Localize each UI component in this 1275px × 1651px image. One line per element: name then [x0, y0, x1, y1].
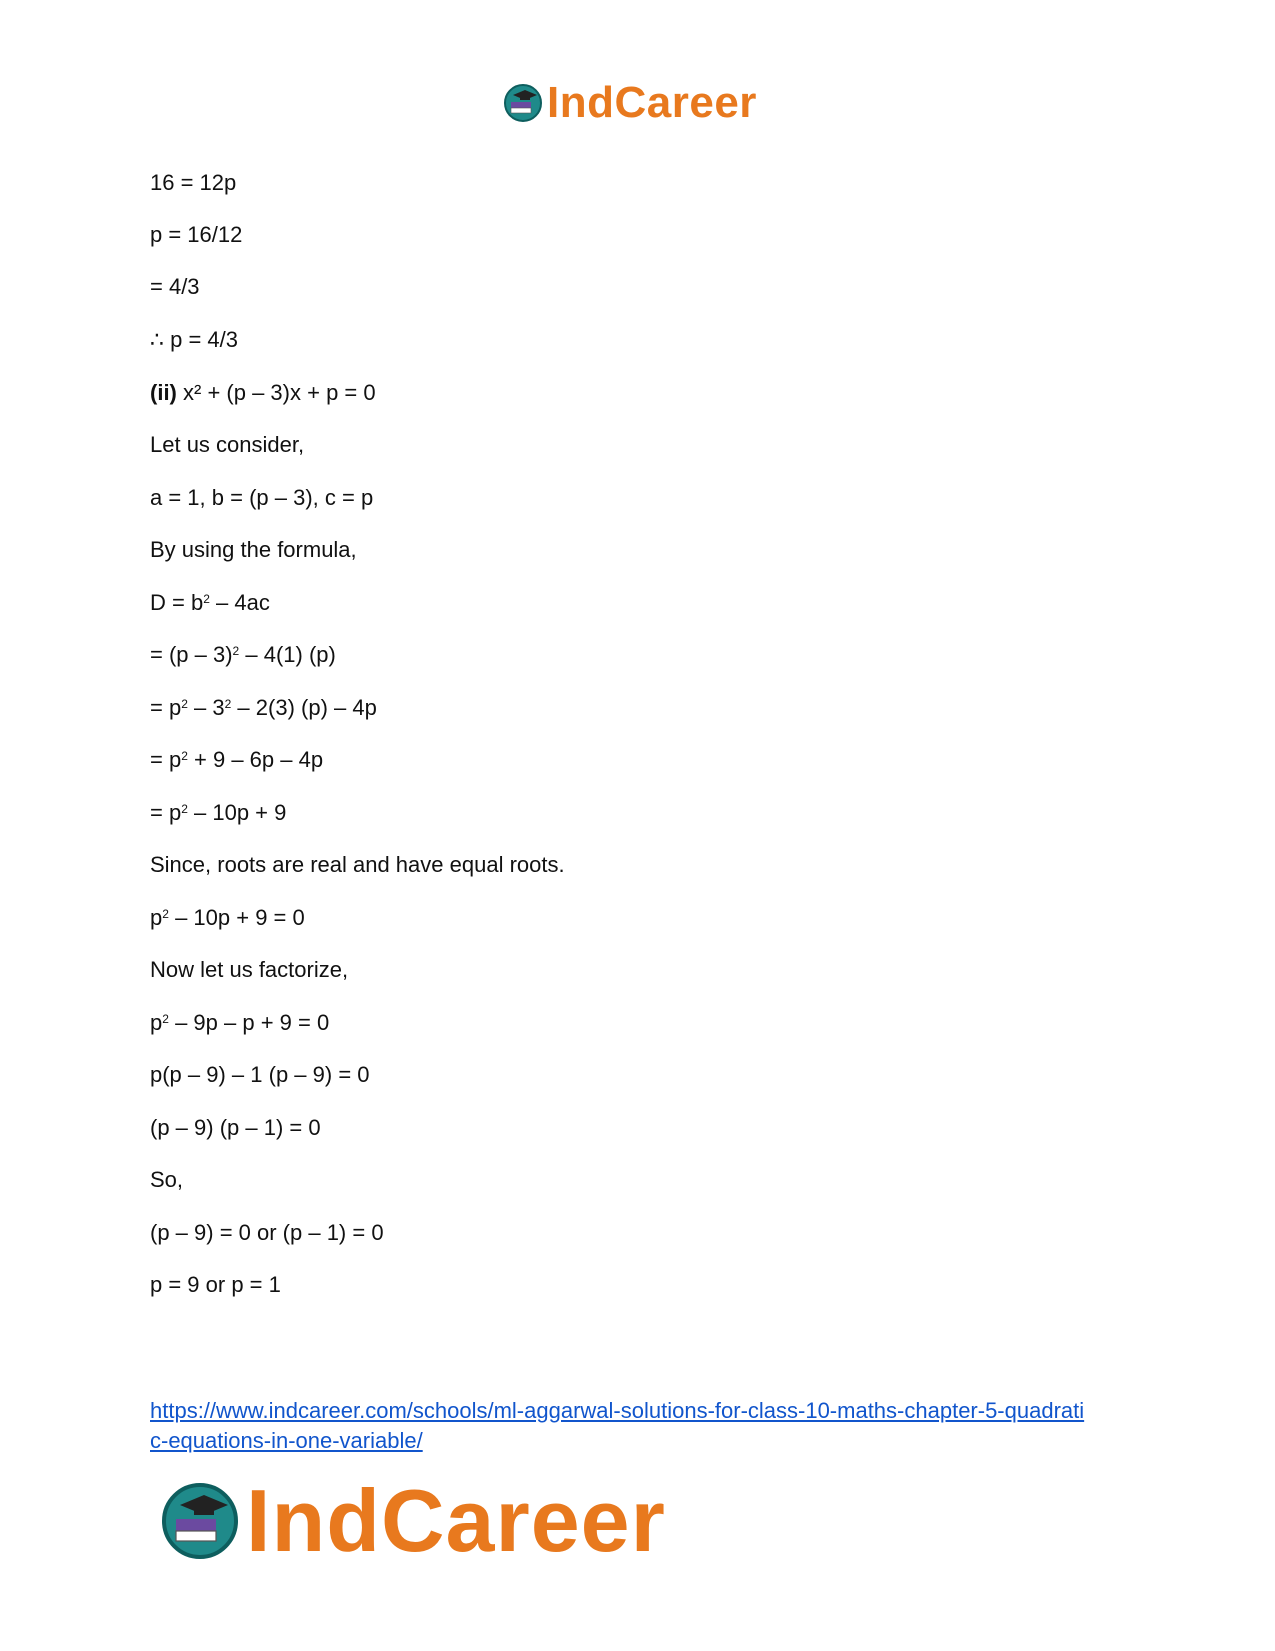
source-link-line-2: c-equations-in-one-variable/ [150, 1428, 423, 1453]
logo-wordmark: IndCareer [246, 1471, 666, 1570]
discriminant-step: = $p^2 - 10p + 9$ [150, 800, 287, 825]
discriminant-formula: $D = b^2 - 4ac$ [150, 590, 270, 615]
equation-text: x² + (p – 3)x + p = 0 [183, 380, 376, 405]
discriminant-step: = (p – 3)$^2$ – 4(1) (p) [150, 642, 336, 667]
text-line: = 4/3 [150, 274, 200, 299]
text-line: Now let us factorize, [150, 957, 349, 982]
text-line: By using the formula, [150, 537, 357, 562]
globe-graduation-icon [160, 1481, 240, 1561]
text-line: ∴ p = 4/3 [150, 327, 238, 352]
source-link[interactable] [150, 1396, 1150, 1456]
text-line: 16 = 12p [150, 170, 237, 195]
text-line: (p – 9) (p – 1) = 0 [150, 1115, 321, 1140]
indcareer-logo-bottom [160, 1470, 666, 1572]
discriminant-step: = $p^2 + 9 - 6p - 4p$ [150, 747, 324, 772]
text-line: Since, roots are real and have equal roots. [150, 852, 565, 877]
logo-wordmark: IndCareer [547, 78, 757, 127]
text-line: (p – 9) = 0 or (p – 1) = 0 [150, 1220, 384, 1245]
text-line: a = 1, b = (p – 3), c = p [150, 485, 374, 510]
indcareer-logo-top [503, 78, 757, 128]
text-line: p(p – 9) – 1 (p – 9) = 0 [150, 1062, 370, 1087]
text-line: p = 16/12 [150, 222, 243, 247]
text-line: Let us consider, [150, 432, 305, 457]
part-label: (ii) [150, 380, 177, 405]
text-line: p = 9 or p = 1 [150, 1272, 281, 1297]
source-link-line-1: https://www.indcareer.com/schools/ml-aggarwal-solutions-for-class-10-maths-chapter-5-quadrati [150, 1398, 1085, 1423]
text-line: So, [150, 1167, 184, 1192]
part-ii-equation [150, 379, 376, 407]
equation-line: $p^2 - 10p + 9 = 0$ [150, 905, 305, 930]
globe-graduation-icon [503, 83, 543, 123]
discriminant-step: = $p^2 - 3^2 - 2(3)$ (p) – 4p [150, 695, 377, 720]
equation-line: $p^2 - 9p - p + 9 = 0$ [150, 1010, 330, 1035]
